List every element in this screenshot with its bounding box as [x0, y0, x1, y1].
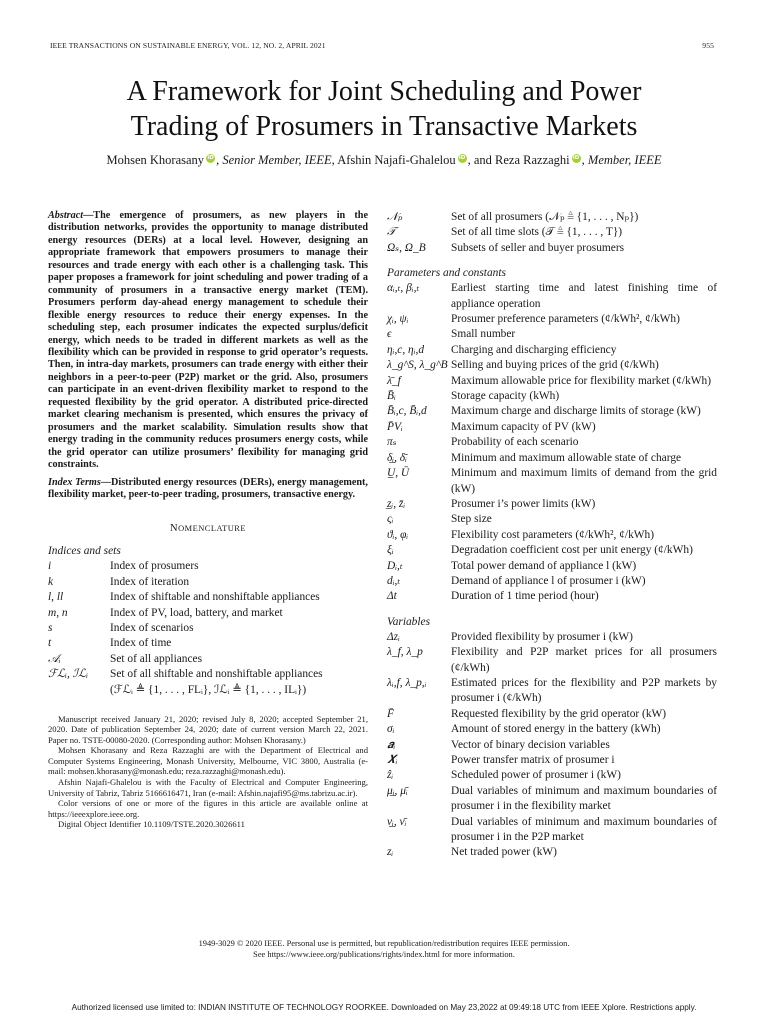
journal-name: IEEE TRANSACTIONS ON SUSTAINABLE ENERGY, VOL. 12, NO. 2, APRIL 2021	[50, 41, 326, 50]
nomenclature-description: Index of prosumers	[110, 560, 199, 573]
nomenclature-description: Set of all prosumers (𝒩ₚ ≜ {1, . . . , Nₚ})	[451, 211, 639, 223]
nomenclature-symbol: B̄ᵢ,c, B̄ᵢ,d	[387, 405, 427, 418]
nomenclature-symbol: πₛ	[387, 436, 397, 449]
footnotes	[48, 714, 368, 830]
nomenclature-description: Total power demand of appliance l (kW)	[451, 559, 637, 572]
nomenclature-symbol: 𝒂ᵢ	[387, 738, 396, 751]
nomenclature-symbol: F̄	[387, 707, 394, 720]
copyright-line-2: See https://www.ieee.org/publications/rights/index.html for more information.	[253, 950, 515, 959]
nomenclature-description: Requested flexibility by the grid operator (kW)	[451, 707, 667, 720]
nomenclature-symbol: μ̲ᵢ, μ̄ᵢ	[387, 784, 408, 797]
nomenclature-row	[387, 528, 717, 543]
nomenclature-symbol: ϑᵢ, φᵢ	[387, 528, 409, 541]
nomenclature-row	[387, 225, 717, 240]
nomenclature-row	[387, 753, 717, 768]
nomenclature-description: Index of time	[110, 637, 172, 650]
nomenclature-symbol: λ̄_f	[387, 374, 401, 387]
orcid-icon[interactable]: iD	[458, 155, 466, 161]
index-terms	[48, 477, 368, 502]
nomenclature-description: Power transfer matrix of prosumer i	[451, 754, 615, 766]
nomenclature-row	[387, 845, 717, 860]
nomenclature-symbol: Δzᵢ	[387, 630, 400, 643]
nomenclature-row	[387, 389, 717, 404]
nomenclature-description: Dual variables of minimum and maximum boundaries of prosumer i in the flexibility market	[451, 784, 717, 813]
indices-extra: (ℱℒᵢ ≜ {1, . . . , FLᵢ}, ℐℒᵢ ≜ {1, . . . , ILᵢ})	[110, 683, 307, 696]
nomenclature-symbol: s	[48, 622, 53, 635]
nomenclature-description: Step size	[451, 513, 492, 526]
nomenclature-row	[387, 466, 717, 497]
left-column	[48, 210, 368, 830]
nomenclature-symbol: P̄Vᵢ	[387, 420, 403, 433]
nomenclature-symbol: U̲, Ū	[387, 467, 410, 480]
page-number: 955	[702, 41, 714, 50]
nomenclature-row	[387, 645, 717, 676]
nomenclature-description: Flexibility and P2P market prices for all prosumers (¢/kWh)	[451, 646, 717, 674]
nomenclature-description: Earliest starting time and latest finishing time of appliance operation	[451, 282, 717, 310]
nomenclature-description: Estimated prices for the flexibility and P2P markets by prosumer i (¢/kWh)	[451, 676, 717, 705]
indices-heading: Indices and sets	[48, 545, 121, 558]
nomenclature-row	[387, 784, 717, 815]
nomenclature-description: Selling and buying prices of the grid (¢/kWh)	[451, 359, 659, 372]
nomenclature-symbol: ξᵢ	[387, 544, 394, 557]
params-heading: Parameters and constants	[387, 267, 506, 280]
nomenclature-row	[387, 815, 717, 846]
nomenclature-row	[387, 451, 717, 466]
nomenclature-symbol: ϵ	[387, 328, 392, 341]
nomenclature-symbol: λ_f, λ_p	[387, 646, 423, 659]
nomenclature-description: Index of scenarios	[110, 622, 194, 635]
nomenclature-row	[387, 589, 717, 604]
license-footer: Authorized licensed use limited to: INDIAN INSTITUTE OF TECHNOLOGY ROORKEE. Downloaded on May 23,2022 at 09:49:18 UTC from IEEE Xplore. Restrictions apply.	[71, 1003, 697, 1012]
nomenclature-symbol: z̲ᵢ, z̄ᵢ	[387, 497, 406, 510]
orcid-icon[interactable]: iD	[572, 155, 580, 161]
footnote-paragraph: Afshin Najafi-Ghalelou is with the Faculty of Electrical and Computer Engineering, University of Tabriz, Tabriz 5166616471, Iran (e-mail: Afshin.najafi95@ms.tabrizu.ac.ir).	[48, 776, 368, 798]
nomenclature-row	[48, 606, 368, 621]
nomenclature-heading: NOMENCLATURE	[170, 523, 246, 535]
nomenclature-row	[387, 374, 717, 389]
nomenclature-description: Set of all time slots (𝒯 ≜ {1, . . . , T})	[451, 226, 623, 239]
nomenclature-description: Index of PV, load, battery, and market	[110, 606, 283, 619]
nomenclature-symbol: 𝒜ᵢ	[48, 652, 61, 665]
nomenclature-symbol: ηᵢ,c, ηᵢ,d	[387, 343, 425, 356]
footnote-paragraph: Digital Object Identifier 10.1109/TSTE.2020.3026611	[58, 819, 245, 830]
nomenclature-row	[48, 636, 368, 651]
author-1-role: , Senior Member, IEEE	[216, 153, 332, 167]
nomenclature-row	[387, 281, 717, 312]
nomenclature-description: Index of iteration	[110, 575, 190, 588]
nomenclature-symbol: ẑᵢ	[387, 769, 394, 782]
nomenclature-row	[48, 575, 368, 590]
nomenclature-row	[387, 630, 717, 645]
nomenclature-symbol: αᵢ,ₜ, βᵢ,ₜ	[387, 282, 420, 295]
nomenclature-description: Subsets of seller and buyer prosumers	[451, 241, 625, 254]
nomenclature-symbol: dᵢ,ₜ	[387, 574, 401, 587]
footnote-paragraph: Mohsen Khorasany and Reza Razzaghi are with the Department of Electrical and Computer Systems Engineering, Monash University, Melbourne, VIC 3800, Australia (e-mail: mohsen.khorasany@monash.edu; reza.razzaghi@monash.edu).	[48, 745, 368, 777]
nomenclature-row	[387, 722, 717, 737]
nomenclature-description: Minimum and maximum allowable state of charge	[451, 451, 682, 464]
orcid-icon[interactable]: iD	[207, 155, 214, 161]
nomenclature-row	[387, 543, 717, 558]
nomenclature-symbol: δ̲ᵢ, δ̄ᵢ	[387, 451, 407, 464]
nomenclature-row	[48, 559, 368, 574]
nomenclature-row	[387, 574, 717, 589]
nomenclature-row	[48, 667, 368, 682]
nomenclature-row	[387, 768, 717, 783]
nomenclature-symbol: 𝒩ₚ	[387, 211, 403, 223]
title-line-1: A Framework for Joint Scheduling and Power	[126, 76, 642, 107]
right-column	[387, 210, 717, 861]
nomenclature-description: Degradation coefficient cost per unit energy (¢/kWh)	[451, 544, 693, 557]
nomenclature-symbol: 𝑿ᵢ	[387, 754, 398, 766]
nomenclature-row	[48, 621, 368, 636]
indices-list	[48, 559, 368, 682]
nomenclature-description: Provided flexibility by prosumer i (kW)	[451, 630, 633, 643]
footnote-paragraph: Manuscript received January 21, 2020; revised July 8, 2020; accepted September 21, 2020. Date of publication September 24, 2020; date of current version March 22, 2021. Paper no. TSTE-00080-2020. (Corresponding author: Mohsen Khorasany.)	[48, 713, 368, 745]
nomenclature-symbol: i	[48, 560, 52, 573]
copyright-line-1: 1949-3029 © 2020 IEEE. Personal use is permitted, but republication/redistribution requires IEEE permission.	[198, 939, 570, 948]
author-line	[40, 153, 728, 168]
abstract	[48, 210, 368, 472]
nomenclature-description: Set of all shiftable and nonshiftable appliances	[110, 668, 323, 681]
nomenclature-symbol: zᵢ	[387, 846, 394, 859]
nomenclature-symbol: Ωₛ, Ω_B	[387, 241, 426, 254]
sets-list	[387, 210, 717, 256]
nomenclature-description: Set of all appliances	[110, 652, 203, 665]
params-list	[387, 281, 717, 605]
nomenclature-row	[387, 420, 717, 435]
nomenclature-symbol: m, n	[48, 606, 68, 619]
abstract-label: Abstract	[48, 210, 84, 221]
copyright-notice	[40, 938, 728, 960]
nomenclature-row	[387, 327, 717, 342]
vars-heading: Variables	[387, 615, 431, 628]
nomenclature-symbol: t	[48, 637, 52, 650]
nomenclature-symbol: 𝒯	[387, 226, 396, 239]
nomenclature-row	[387, 358, 717, 373]
author-3-role: , Member, IEEE	[581, 153, 662, 167]
nomenclature-symbol: Dᵢ,ₜ	[387, 559, 403, 572]
author-3-name: , and Reza Razzaghi	[467, 153, 570, 167]
index-terms-text: —Distributed energy resources (DERs), energy management, flexibility market, peer-to-peer trading, prosumers, transactive energy.	[48, 476, 368, 500]
nomenclature-description: Vector of binary decision variables	[451, 738, 610, 751]
nomenclature-row	[387, 343, 717, 358]
nomenclature-description: Net traded power (kW)	[451, 846, 557, 859]
nomenclature-description: Scheduled power of prosumer i (kW)	[451, 769, 621, 782]
nomenclature-row	[387, 738, 717, 753]
vars-list	[387, 630, 717, 861]
footnote-paragraph: Color versions of one or more of the figures in this article are available online at https://ieeexplore.ieee.org.	[48, 798, 368, 819]
nomenclature-symbol: λᵢ,f, λ_p,ᵢ	[387, 676, 427, 689]
nomenclature-description: Maximum capacity of PV (kW)	[451, 420, 596, 433]
nomenclature-description: Maximum allowable price for flexibility market (¢/kWh)	[451, 374, 712, 387]
nomenclature-description: Charging and discharging efficiency	[451, 343, 617, 356]
nomenclature-description: Dual variables of minimum and maximum boundaries of prosumer i in the P2P market	[451, 815, 717, 844]
nomenclature-symbol: ℱℒᵢ, ℐℒᵢ	[48, 668, 89, 681]
running-header	[50, 41, 714, 53]
nomenclature-description: Maximum charge and discharge limits of storage (kW)	[451, 405, 701, 418]
nomenclature-row	[387, 404, 717, 419]
nomenclature-row	[387, 210, 717, 225]
index-terms-label: Index Terms	[48, 476, 101, 488]
nomenclature-description: Small number	[451, 328, 516, 341]
nomenclature-description: Prosumer i’s power limits (kW)	[451, 497, 596, 510]
nomenclature-description: Index of shiftable and nonshiftable appliances	[110, 591, 320, 604]
nomenclature-description: Amount of stored energy in the battery (kWh)	[451, 723, 661, 736]
nomenclature-symbol: ςᵢ	[387, 513, 394, 526]
nomenclature-row	[48, 652, 368, 667]
author-2-name: , Afshin Najafi-Ghalelou	[331, 153, 456, 167]
nomenclature-row	[387, 676, 717, 707]
nomenclature-description: Probability of each scenario	[451, 436, 579, 449]
nomenclature-symbol: k	[48, 575, 54, 588]
nomenclature-row	[387, 707, 717, 722]
nomenclature-description: Prosumer preference parameters (¢/kWh², ¢/kWh)	[451, 313, 680, 326]
nomenclature-symbol: σᵢ	[387, 723, 395, 736]
nomenclature-row	[387, 559, 717, 574]
nomenclature-description: Demand of appliance l of prosumer i (kW)	[451, 574, 646, 587]
nomenclature-row	[387, 497, 717, 512]
nomenclature-symbol: B̄ᵢ	[387, 390, 396, 403]
nomenclature-row	[387, 241, 717, 256]
nomenclature-row	[48, 590, 368, 605]
nomenclature-row	[387, 435, 717, 450]
nomenclature-symbol: χᵢ, ψᵢ	[387, 313, 409, 326]
abstract-text: —The emergence of prosumers, as new players in the distribution networks, provides the opportunity to manage distributed energy resources (DERs) at a local level. However, designing an appropriate framework that empowers prosumers to manage their resources and trade energy with each other is a challenging task. This paper proposes a framework for joint scheduling and power trading of a community of prosumers in a transactive energy market (TEM). Prosumers perform day-ahead energy management to schedule their flexible energy resources to reduce their energy expenses. In the scheduling step, each prosumer indicates the expected surplus/deficit energy, which needs to be traded in different markets as well as the flexibility which can be provided in response to grid operator’s requests. Then, in intra-day markets, prosumers can trade energy with either their neighbors in a peer-to-peer (P2P) market or the grid. Also, prosumers can participate in an event-driven flexibility market to respond to the requested flexibility by the grid operator. A distributed price-directed market clearing mechanism is presented, which ensures the privacy of prosumers and the market scalability. Simulation results show that energy trading in the community reduces prosumers energy costs, while the grid operator can utilize prosumers’ flexibility for managing grid constraints.	[48, 210, 368, 471]
nomenclature-description: Flexibility cost parameters (¢/kWh², ¢/kWh)	[451, 528, 655, 541]
nomenclature-description: Duration of 1 time period (hour)	[451, 590, 599, 603]
nomenclature-row	[387, 312, 717, 327]
nomenclature-row	[387, 512, 717, 527]
title-line-2: Trading of Prosumers in Transactive Markets	[130, 111, 638, 142]
paper-title	[40, 74, 728, 144]
nomenclature-symbol: Δt	[387, 590, 397, 603]
nomenclature-symbol: λ_g^S, λ_g^B	[387, 359, 448, 372]
nomenclature-symbol: ν̲ᵢ, ν̄ᵢ	[387, 815, 407, 828]
nomenclature-symbol: l, ll	[48, 591, 64, 604]
author-1-name: Mohsen Khorasany	[106, 153, 205, 167]
nomenclature-description: Minimum and maximum limits of demand from the grid (kW)	[451, 467, 717, 495]
nomenclature-description: Storage capacity (kWh)	[451, 390, 560, 403]
